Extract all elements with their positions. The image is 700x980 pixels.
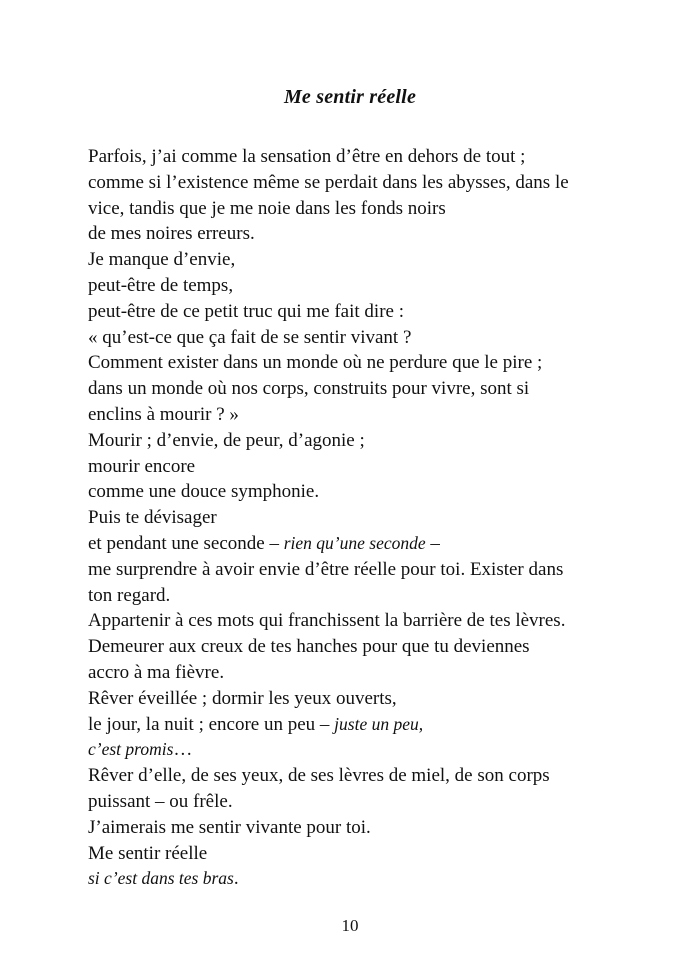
poem-line [88, 841, 618, 867]
text-segment: Parfois, j’ai comme la sensation d’être en dehors de tout ; [88, 146, 526, 167]
text-segment: Mourir ; d’envie, de peur, d’agonie ; [88, 429, 365, 451]
text-segment: Rêver d’elle, de ses yeux, de ses lèvres de miel, de son corps [88, 765, 550, 787]
text-segment: le jour, la nuit ; encore un peu – [88, 713, 335, 735]
text-segment: Comment exister dans un monde où ne perdure que le pire ; [88, 352, 543, 374]
poem-line [88, 686, 618, 712]
italic-text: juste un peu, [334, 713, 424, 734]
poem-body [88, 144, 618, 892]
poem-line [88, 299, 618, 325]
poem-line [88, 531, 618, 557]
italic-text: rien qu’une seconde [283, 532, 426, 553]
poem-line [88, 815, 618, 841]
poem-title: Me sentir réelle [283, 86, 417, 108]
text-segment: peut-être de temps, [88, 274, 234, 296]
text-segment: et pendant une seconde – [88, 532, 284, 554]
poem-line [88, 196, 618, 222]
poem-line [88, 608, 618, 634]
text-segment: – [425, 532, 440, 554]
text-segment: ton regard. [88, 584, 171, 606]
text-segment: de mes noires erreurs. [88, 223, 255, 245]
poem-line [88, 325, 618, 351]
poem-line [88, 428, 618, 454]
italic-text: c’est promis [88, 739, 174, 760]
poem-line [88, 454, 618, 480]
text-segment: dans un monde où nos corps, construits pour vivre, sont si [88, 378, 530, 400]
poem-line [88, 144, 618, 170]
text-segment: Appartenir à ces mots qui franchissent la barrière de tes lèvres. [88, 610, 566, 632]
poem-line [88, 557, 618, 583]
text-segment: . [233, 868, 239, 890]
poem-line [88, 479, 618, 505]
poem-line [88, 634, 618, 660]
poem-line [88, 247, 618, 273]
text-segment: « qu’est-ce que ça fait de se sentir vivant ? [88, 326, 412, 348]
text-segment: comme une douce symphonie. [88, 481, 320, 503]
poem-line [88, 170, 618, 196]
text-segment: Me sentir réelle [88, 842, 208, 864]
poem-line [88, 350, 618, 376]
text-segment: Demeurer aux creux de tes hanches pour que tu deviennes [88, 636, 530, 658]
poem-line [88, 789, 618, 815]
poem-line [88, 712, 618, 738]
text-segment: enclins à mourir ? » [88, 403, 239, 425]
poem-line [88, 737, 618, 763]
poem-line [88, 660, 618, 686]
text-segment: comme si l’existence même se perdait dans les abysses, dans le [88, 171, 569, 193]
text-segment: accro à ma fièvre. [88, 661, 225, 683]
text-segment: Puis te dévisager [88, 507, 217, 529]
poem-line [88, 273, 618, 299]
poem-line [88, 583, 618, 609]
text-segment: me surprendre à avoir envie d’être réelle pour toi. Exister dans [88, 558, 564, 580]
text-segment: J’aimerais me sentir vivante pour toi. [88, 816, 371, 838]
page-number: 10 [341, 916, 359, 935]
poem-line [88, 763, 618, 789]
text-segment: … [173, 739, 193, 761]
poem-line [88, 221, 618, 247]
text-segment: Je manque d’envie, [88, 249, 236, 271]
text-segment: peut-être de ce petit truc qui me fait dire : [88, 300, 404, 322]
text-segment: vice, tandis que je me noie dans les fonds noirs [88, 197, 446, 219]
text-segment: puissant – ou frêle. [88, 790, 233, 812]
poem-line [88, 866, 618, 892]
poem-line [88, 402, 618, 428]
poem-line [88, 376, 618, 402]
italic-text: si c’est dans tes bras [88, 868, 234, 889]
text-segment: mourir encore [88, 455, 196, 477]
text-segment: Rêver éveillée ; dormir les yeux ouverts, [88, 687, 397, 709]
poem-line [88, 505, 618, 531]
